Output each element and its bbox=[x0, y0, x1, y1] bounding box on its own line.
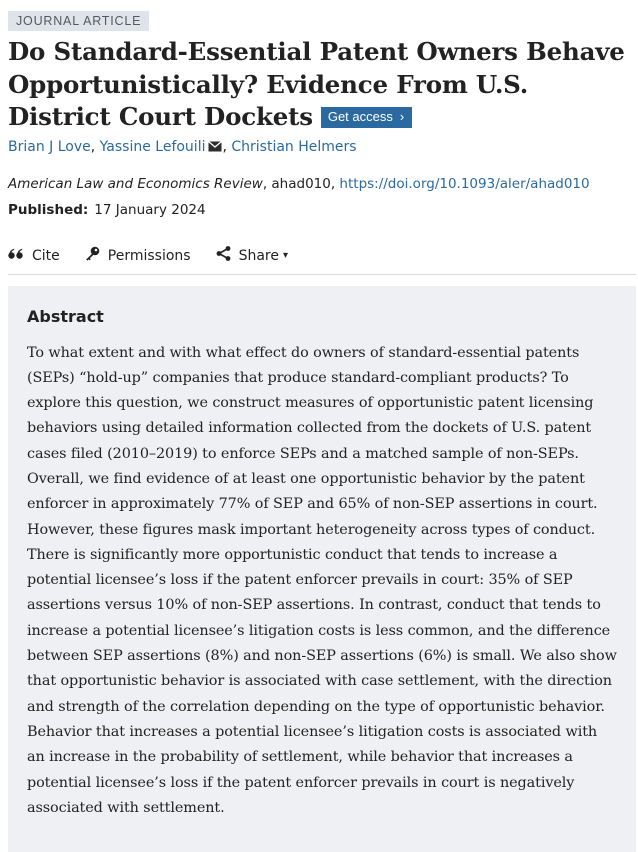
cite-button[interactable] bbox=[8, 246, 60, 266]
quote-icon bbox=[8, 248, 32, 264]
article-tools-bar bbox=[8, 246, 636, 275]
envelope-icon[interactable] bbox=[208, 138, 222, 158]
share-button[interactable] bbox=[216, 246, 288, 266]
abstract-heading: Abstract bbox=[27, 306, 104, 326]
article-title-text: Do Standard-Essential Patent Owners Behave Opportunistically? Evidence From U.S. District Court Dockets bbox=[8, 37, 625, 131]
journal-name: American Law and Economics Review bbox=[8, 175, 263, 192]
chevron-right-icon: › bbox=[399, 109, 405, 124]
article-title bbox=[8, 36, 630, 134]
permissions-label: Permissions bbox=[107, 247, 191, 264]
published-date: 17 January 2024 bbox=[94, 201, 206, 218]
published-line bbox=[8, 200, 630, 220]
abstract-text: To what extent and with what effect do owners of standard-essential patents (SEPs) “hold-up” companies that produce standard-compliant products? To explore this question, we construct measures of opportunistic patent licensing behaviors using detailed information collected from the dockets of U.S. patent cases filed (2010–2019) to enforce SEPs and a matched sample of non-SEPs. Overall, we find evidence of at least one opportunistic behavior by the patent enforcer in approximately 77% of SEP and 65% of non-SEP assertions in court. However, these figures mask important heterogeneity across types of conduct. There is significantly more opportunistic conduct that tends to increase a potential licensee’s loss if the patent enforcer prevails in court: 35% of SEP assertions versus 10% of non-SEP assertions. In contrast, conduct that tends to increase a potential licensee’s litigation costs is less common, and the difference between SEP assertions (8%) and non-SEP assertions (6%) is small. We also show that opportunistic behavior is associated with case settlement, with the direction and strength of the correlation depending on the type of opportunistic behavior. Behavior that increases a potential licensee’s litigation costs is associated with an increase in the probability of settlement, while behavior that increases a potential licensee’s loss if the patent enforcer prevails in court is negatively associated with settlement. bbox=[27, 344, 617, 816]
doi-link[interactable]: https://doi.org/10.1093/aler/ahad010 bbox=[339, 175, 590, 192]
author-link[interactable]: Brian J Love bbox=[8, 138, 91, 155]
cite-label: Cite bbox=[32, 247, 60, 264]
author-list bbox=[8, 137, 630, 158]
get-access-button[interactable] bbox=[321, 107, 412, 128]
share-icon bbox=[216, 246, 239, 265]
article-id: , ahad010, bbox=[262, 175, 340, 192]
author-separator: , bbox=[222, 138, 227, 155]
caret-down-icon: ▾ bbox=[283, 250, 289, 261]
author-link[interactable]: Yassine Lefouili bbox=[99, 138, 206, 155]
share-label: Share bbox=[238, 247, 279, 264]
key-icon bbox=[85, 246, 108, 265]
get-access-label: Get access bbox=[327, 109, 393, 124]
article-type-badge: JOURNAL ARTICLE bbox=[8, 11, 149, 31]
abstract-section bbox=[8, 286, 636, 852]
permissions-button[interactable] bbox=[85, 246, 191, 266]
citation-line bbox=[8, 174, 630, 194]
author-link[interactable]: Christian Helmers bbox=[231, 138, 357, 155]
author-separator: , bbox=[90, 138, 96, 155]
published-label: Published: bbox=[8, 201, 89, 218]
